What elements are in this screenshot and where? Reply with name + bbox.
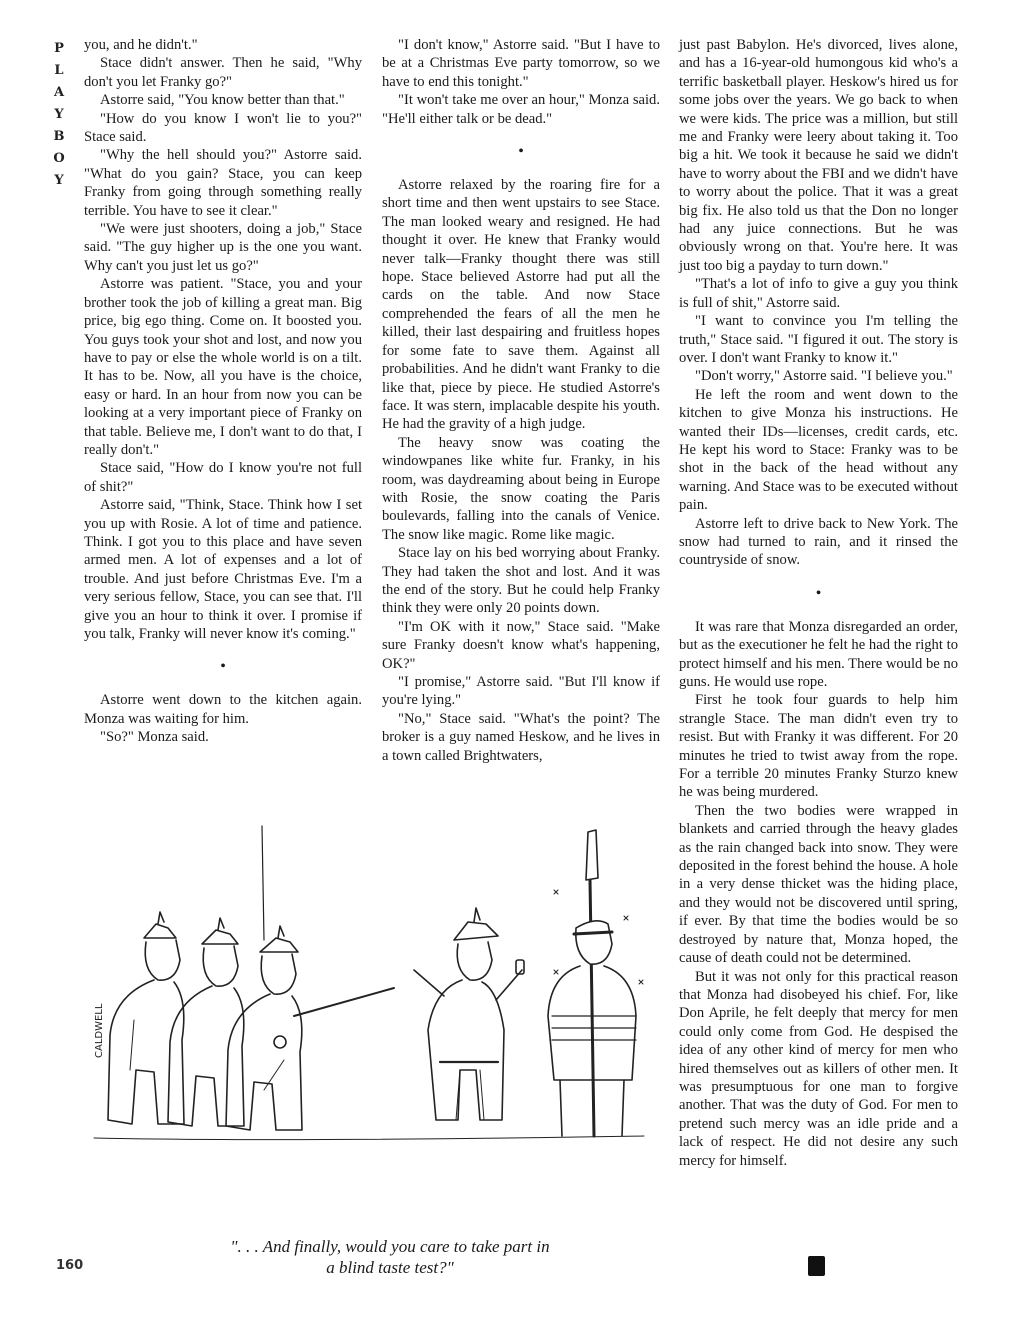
paragraph: "That's a lot of info to give a guy you think is full of shit," Astorre said. bbox=[679, 276, 958, 311]
officer-figure bbox=[414, 908, 524, 1120]
text-column-3 bbox=[679, 36, 958, 1170]
paragraph: "I promise," Astorre said. "But I'll know if you're lying." bbox=[382, 674, 660, 709]
side-letter: O bbox=[53, 151, 65, 166]
paragraph: Then the two bodies were wrapped in blankets and carried through the heavy glades as the rain changed back into snow. They were deposited in the forest behind the house. A hole in a very dense thicket was the hiding place, and they would not be discovered until spring, if ever. By that time the bodies would be so destroyed by nature that, Monza hoped, the cause of death could not be determined. bbox=[679, 802, 958, 967]
paragraph: you, and he didn't." bbox=[84, 37, 198, 53]
cartoonist-signature: CALDWELL bbox=[94, 1003, 105, 1058]
paragraph: Astorre said, "You know better than that." bbox=[100, 92, 345, 109]
paragraph: "I want to convince you I'm telling the truth," Stace said. "I figured it out. The story is over. I don't want Franky to know it." bbox=[679, 313, 958, 366]
paragraph: "It won't take me over an hour," Monza said. "He'll either talk or be dead." bbox=[382, 92, 660, 127]
prisoner-figure bbox=[548, 830, 636, 1136]
side-letter: A bbox=[53, 85, 65, 100]
playboy-bunny-logo bbox=[808, 1256, 825, 1276]
paragraph: "So?" Monza said. bbox=[100, 729, 209, 746]
caption-line: a blind taste test?" bbox=[326, 1258, 454, 1277]
paragraph: Astorre went down to the kitchen again. Monza was waiting for him. bbox=[84, 692, 362, 727]
paragraph: Stace lay on his bed worrying about Franky. They had taken the shot and lost. And it was the end of the story. But he could help Franky think they were only 20 points down. bbox=[382, 545, 660, 617]
caption-line: ". . . And finally, would you care to take part in bbox=[230, 1237, 550, 1256]
paragraph: But it was not only for this practical reason that Monza had disobeyed his chief. For, like Don Aprile, he felt deeply that mercy for men could only come from God. He despised the idea of any other kind of mercy for men who hired themselves out as killers of other men. It was presumptuous for one man to forgive another. That was the duty of God. For men to pretend such mercy was an idle pride and a lack of respect. He did not desire any such mercy for himself. bbox=[679, 968, 958, 1169]
side-letter: P bbox=[54, 41, 64, 56]
side-letter: B bbox=[53, 129, 65, 144]
page-number: 160 bbox=[56, 1258, 84, 1273]
paragraph: Stace didn't answer. Then he said, "Why don't you let Franky go?" bbox=[84, 55, 362, 90]
paragraph: "We were just shooters, doing a job," Stace said. "The guy higher up is the one you want. Why can't you just let us go?" bbox=[84, 221, 362, 274]
paragraph: Astorre said, "Think, Stace. Think how I set you up with Rosie. A lot of time and patience. Think. I got you to this place and have seven armed men. A lot of expenses and a lot of trouble. And just before Christmas Eve. I'm a very serious fellow, Stace, you can see that. I'll give you an hour to think it over. I promise if you talk, Franky will never know it's coming." bbox=[84, 497, 362, 642]
paragraph: "Don't worry," Astorre said. "I believe you." bbox=[695, 368, 953, 385]
section-break: • bbox=[518, 143, 524, 161]
soldier-figure bbox=[168, 918, 244, 1126]
firing-squad-cartoon bbox=[84, 820, 664, 1230]
text-column-2 bbox=[382, 36, 660, 765]
side-letter: Y bbox=[54, 107, 64, 122]
text-column-1 bbox=[84, 36, 362, 747]
soldier-figure bbox=[108, 912, 184, 1124]
side-letter: Y bbox=[54, 173, 64, 188]
paragraph: "Why the hell should you?" Astorre said. "What do you gain? Stace, you can keep Franky from going through something really terrible. You have to see it clear." bbox=[84, 147, 362, 219]
paragraph: It was rare that Monza disregarded an order, but as the executioner he felt he had the right to protect himself and his men. There would be no guns. He would use rope. bbox=[679, 618, 958, 690]
paragraph: "How do you know I won't lie to you?" Stace said. bbox=[84, 110, 362, 146]
paragraph: Stace said, "How do I know you're not full of shit?" bbox=[84, 460, 362, 495]
cartoon-caption bbox=[150, 1236, 630, 1278]
paragraph: "I don't know," Astorre said. "But I have to be at a Christmas Eve party tomorrow, so we have to end this tonight." bbox=[382, 37, 660, 90]
paragraph: Astorre was patient. "Stace, you and your brother took the job of killing a great man. Big price, big ego thing. Come on. It boosted you. You guys took your shot and lost, and now you have to pay or else the whole world is on a tilt. It has to be. Now, all you have is the choice, easy or hard. In an hour from now you can be looking at a very important piece of Franky on that table. Believe me, I don't want to do that, I really don't." bbox=[84, 276, 362, 458]
paragraph: Astorre left to drive back to New York. The snow had turned to rain, and it rinsed the countryside of snow. bbox=[679, 515, 958, 569]
section-break: • bbox=[220, 658, 226, 676]
paragraph: First he took four guards to help him strangle Stace. The man didn't even try to resist. But with Franky it was different. For 20 minutes he tried to twist away from the rope. For a terrible 20 minutes Franky Sturzo knew he was being murdered. bbox=[679, 692, 958, 801]
paragraph: He left the room and went down to the kitchen to give Monza his instructions. He wanted their IDs—licenses, credit cards, etc. He kept his word to Stace: Franky was to be shot in the back of the head without any warning. And Stace was to be executed without pain. bbox=[679, 386, 958, 514]
section-break: • bbox=[815, 584, 822, 602]
side-letter: L bbox=[54, 63, 64, 78]
paragraph: "No," Stace said. "What's the point? The broker is a guy named Heskow, and he lives in a town called Brightwaters, bbox=[382, 710, 660, 764]
soldier-figure bbox=[226, 926, 394, 1130]
paragraph: Astorre relaxed by the roaring fire for a short time and then went upstairs to see Stace. The man looked weary and resigned. He had thought it over. He knew that Franky would never talk—Franky thought there was still hope. Stace believed Astorre had put all the cards on the table. And now Stace comprehended the fears of all the men he killed, their last despairing and fruitless hopes for some fate to save them. Against all probabilities. And he didn't want Franky to die like that, piece by piece. He studied Astorre's face. It was stern, implacable despite his youth. He had the gravity of a high judge. bbox=[382, 177, 660, 433]
magazine-side-label bbox=[52, 38, 66, 192]
paragraph: just past Babylon. He's divorced, lives alone, and has a 16-year-old humongous kid who's a terrific basketball player. Heskow's hired us for some jobs over the years. We go back to when we were kids. The price was a million, but still me and Franky were leery about taking it. Too big a hit. We took it because he said we didn't have to worry about the FBI and we didn't have to worry about the police. That it was a great big fix. He also told us that the Don no longer had any juice connections. But he was obviously wrong on that. You're here. It was just too big a payday to turn down." bbox=[679, 37, 958, 274]
paragraph: "I'm OK with it now," Stace said. "Make sure Franky doesn't know what's happening, OK?" bbox=[382, 618, 660, 672]
paragraph: The heavy snow was coating the windowpanes like white fur. Franky, in his room, was daydreaming about being in Europe with Rosie, the snow coating the Paris boulevards, falling into the canals of Venice. The snow like magic. Rome like magic. bbox=[382, 434, 660, 543]
